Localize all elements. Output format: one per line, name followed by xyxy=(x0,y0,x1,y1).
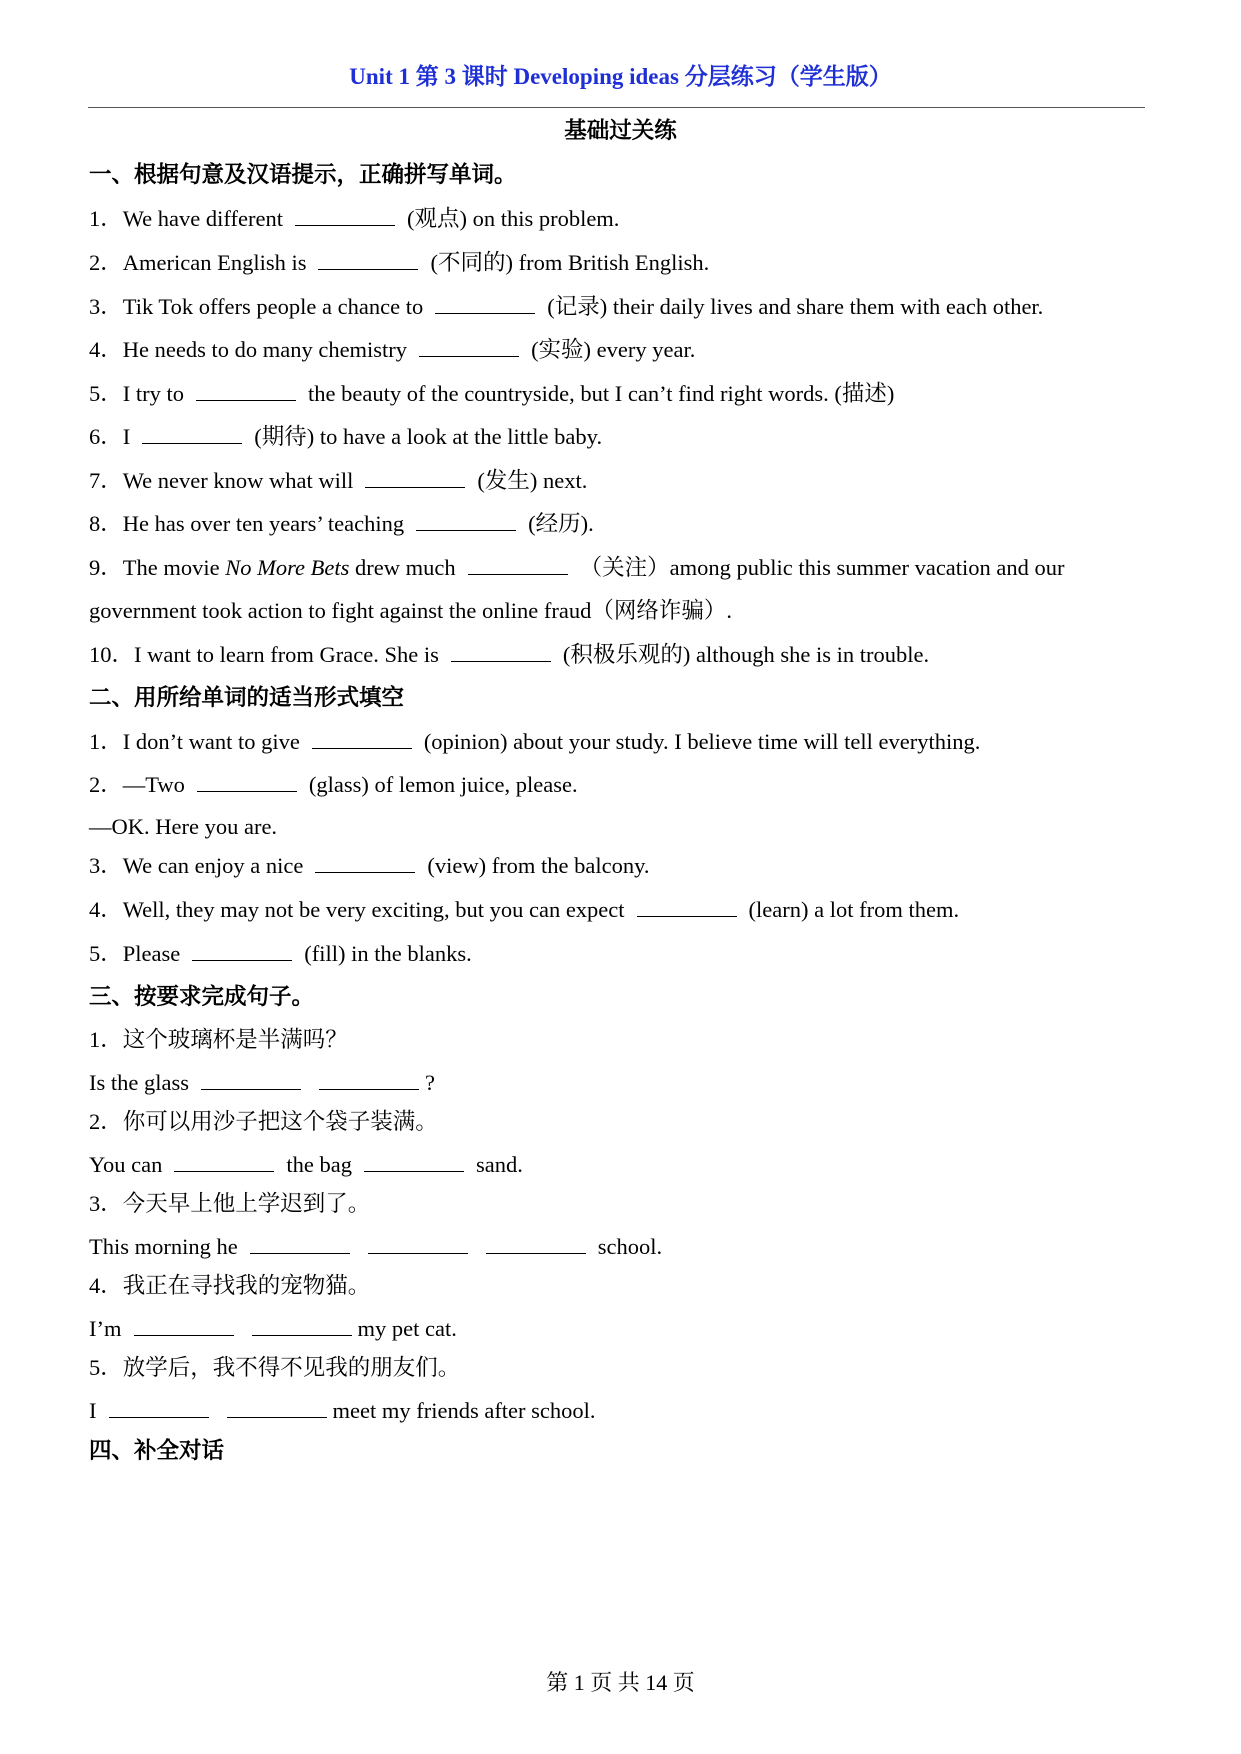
part3-question-2-chinese: 2．你可以用沙子把这个袋子装满。 xyxy=(89,1109,438,1134)
part1-question-9 xyxy=(89,553,1065,583)
question-text: meet my friends after school. xyxy=(332,1398,596,1423)
answer-blank[interactable] xyxy=(227,1397,327,1418)
question-text: sand. xyxy=(475,1152,523,1177)
part1-question-4 xyxy=(89,335,695,365)
answer-blank[interactable] xyxy=(451,641,551,662)
part3-title: 三、按要求完成句子。 xyxy=(89,984,315,1009)
question-text: 7．We never know what will xyxy=(89,468,354,493)
answer-blank[interactable] xyxy=(142,423,242,444)
part1-question-3 xyxy=(89,292,1043,322)
answer-blank[interactable] xyxy=(468,554,568,575)
part2-question-3 xyxy=(89,851,650,881)
question-text: 5．I try to xyxy=(89,381,184,406)
question-text: （关注）among public this summer vacation and our xyxy=(579,555,1065,580)
answer-blank[interactable] xyxy=(419,336,519,357)
question-text: (观点) on this problem. xyxy=(406,206,620,231)
part3-question-5-chinese: 5．放学后，我不得不见我的朋友们。 xyxy=(89,1355,461,1380)
question-text: You can xyxy=(89,1152,163,1177)
answer-blank[interactable] xyxy=(319,1069,419,1090)
answer-blank[interactable] xyxy=(318,249,418,270)
question-text: This morning he xyxy=(89,1234,238,1259)
part3-question-3-english xyxy=(89,1232,662,1262)
question-text: 2．—Two xyxy=(89,772,185,797)
part1-question-7 xyxy=(89,466,587,496)
part2-title: 二、用所给单词的适当形式填空 xyxy=(89,685,405,710)
part3-question-4-chinese: 4．我正在寻找我的宠物猫。 xyxy=(89,1273,371,1298)
question-text: 3．We can enjoy a nice xyxy=(89,853,304,878)
movie-title: No More Bets xyxy=(225,555,350,580)
part2-question-5 xyxy=(89,939,472,969)
answer-blank[interactable] xyxy=(109,1397,209,1418)
answer-blank[interactable] xyxy=(315,852,415,873)
question-text: 6．I xyxy=(89,424,131,449)
part1-question-1 xyxy=(89,204,619,234)
answer-blank[interactable] xyxy=(196,380,296,401)
answer-blank[interactable] xyxy=(295,205,395,226)
part3-question-4-english xyxy=(89,1314,457,1344)
answer-blank[interactable] xyxy=(486,1233,586,1254)
part3-question-1-english xyxy=(89,1068,435,1098)
question-text: the beauty of the countryside, but I can’t find right words. (描述) xyxy=(308,381,895,406)
answer-blank[interactable] xyxy=(250,1233,350,1254)
part1-question-9-continued: government took action to fight against the online fraud（网络诈骗）. xyxy=(89,598,732,623)
part2-question-2-reply: —OK. Here you are. xyxy=(89,814,278,839)
question-text: (积极乐观的) although she is in trouble. xyxy=(562,642,930,667)
question-text: (glass) of lemon juice, please. xyxy=(308,772,578,797)
part1-question-2 xyxy=(89,248,709,278)
answer-blank[interactable] xyxy=(312,728,412,749)
question-text: 10．I want to learn from Grace. She is xyxy=(89,642,439,667)
question-text: drew much xyxy=(355,555,456,580)
answer-blank[interactable] xyxy=(201,1069,301,1090)
answer-blank[interactable] xyxy=(174,1151,274,1172)
answer-blank[interactable] xyxy=(364,1151,464,1172)
part3-question-2-english xyxy=(89,1150,523,1180)
question-text: school. xyxy=(597,1234,663,1259)
question-text: (fill) in the blanks. xyxy=(304,941,472,966)
question-text: I’m xyxy=(89,1316,122,1341)
page-number: 第 1 页 共 14 页 xyxy=(546,1670,695,1695)
answer-blank[interactable] xyxy=(368,1233,468,1254)
part1-title: 一、根据句意及汉语提示，正确拼写单词。 xyxy=(89,162,517,187)
question-text: 9．The movie xyxy=(89,555,220,580)
part1-question-10 xyxy=(89,640,929,670)
part2-question-2 xyxy=(89,770,578,800)
answer-blank[interactable] xyxy=(435,293,535,314)
part1-question-8 xyxy=(89,509,594,539)
question-text: (经历). xyxy=(528,511,594,536)
part1-question-6 xyxy=(89,422,602,452)
answer-blank[interactable] xyxy=(197,771,297,792)
answer-blank[interactable] xyxy=(416,510,516,531)
part1-question-5 xyxy=(89,379,894,409)
question-text: Is the glass xyxy=(89,1070,189,1095)
question-text: my pet cat. xyxy=(357,1316,457,1341)
question-text: 8．He has over ten years’ teaching xyxy=(89,511,405,536)
part2-question-4 xyxy=(89,895,959,925)
question-text: (实验) every year. xyxy=(531,337,696,362)
question-text: (期待) to have a look at the little baby. xyxy=(254,424,603,449)
part3-question-1-chinese: 1．这个玻璃杯是半满吗？ xyxy=(89,1027,348,1052)
part3-question-3-chinese: 3．今天早上他上学迟到了。 xyxy=(89,1191,371,1216)
answer-blank[interactable] xyxy=(134,1315,234,1336)
question-text: 5．Please xyxy=(89,941,181,966)
question-text: 1．I don’t want to give xyxy=(89,729,300,754)
question-text: ? xyxy=(425,1070,435,1095)
question-text: (view) from the balcony. xyxy=(427,853,650,878)
question-text: (opinion) about your study. I believe time will tell everything. xyxy=(423,729,981,754)
answer-blank[interactable] xyxy=(365,467,465,488)
header-divider xyxy=(88,107,1145,108)
page-title: Unit 1 第 3 课时 Developing ideas 分层练习（学生版） xyxy=(349,64,892,89)
question-text: 4．He needs to do many chemistry xyxy=(89,337,408,362)
question-text: 3．Tik Tok offers people a chance to xyxy=(89,294,424,319)
part4-title: 四、补全对话 xyxy=(89,1438,225,1463)
question-text: 1．We have different xyxy=(89,206,283,231)
question-text: (发生) next. xyxy=(477,468,588,493)
question-text: 2．American English is xyxy=(89,250,307,275)
question-text: the bag xyxy=(286,1152,352,1177)
section-heading: 基础过关练 xyxy=(564,118,677,143)
answer-blank[interactable] xyxy=(252,1315,352,1336)
answer-blank[interactable] xyxy=(637,896,737,917)
question-text: 4．Well, they may not be very exciting, but you can expect xyxy=(89,897,625,922)
part2-question-1 xyxy=(89,727,980,757)
answer-blank[interactable] xyxy=(192,940,292,961)
question-text: I xyxy=(89,1398,97,1423)
question-text: (不同的) from British English. xyxy=(430,250,710,275)
question-text: (记录) their daily lives and share them with each other. xyxy=(547,294,1044,319)
part3-question-5-english xyxy=(89,1396,596,1426)
question-text: (learn) a lot from them. xyxy=(748,897,960,922)
